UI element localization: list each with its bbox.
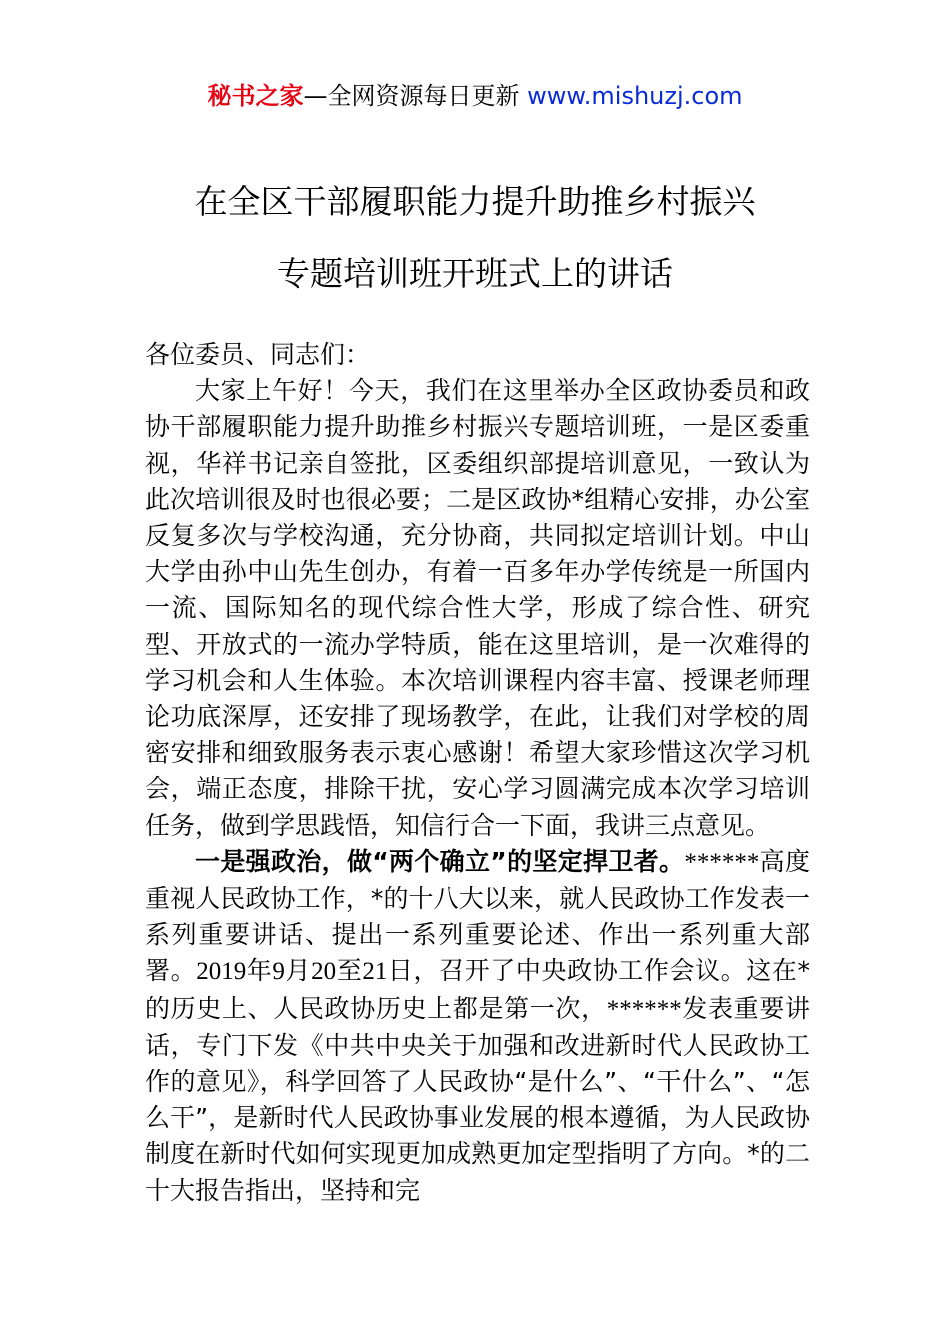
day-unit: 日: [387, 956, 414, 986]
section-1-text: 高度重视人民政协工作，*的十八大以来，就人民政协工作发表一系列重要讲话、提出一系列重要论述、作出一系列重大部署。: [145, 846, 810, 986]
meeting-year: 2019: [196, 958, 247, 986]
document-title-line-1: 在全区干部履职能力提升助推乡村振兴: [194, 182, 756, 221]
date-range-word: 至: [336, 956, 363, 986]
document-body: [145, 337, 810, 1209]
meeting-month: 9: [272, 958, 285, 986]
site-url-link[interactable]: www.mishuzj.com: [527, 82, 743, 110]
year-unit: 年: [246, 956, 273, 986]
meeting-day-end: 21: [362, 958, 388, 986]
redacted-stars-2: ******: [606, 995, 682, 1023]
section-1-heading: 一是强政治，做“两个确立”的坚定捍卫者。: [195, 846, 685, 876]
brand-name: 秘书之家: [207, 82, 304, 110]
redacted-stars: ******: [684, 848, 760, 876]
section-1-text-2: ，召开了中央政协工作会议。这在*的历史上、人民政协历史上都是第一次，: [145, 956, 810, 1023]
header-tagline: —全网资源每日更新: [303, 82, 520, 110]
document-title-line-2: 专题培训班开班式上的讲话: [277, 254, 673, 293]
paragraph-opening: 大家上午好！今天，我们在这里举办全区政协委员和政协干部履职能力提升助推乡村振兴专题培训班，一是区委重视，华祥书记亲自签批，区委组织部提培训意见，一致认为此次培训很及时也很必要；二是区政协*组精心安排，办公室反复多次与学校沟通，充分协商，共同拟定培训计划。中山大学由孙中山先生创办，有着一百多年办学传统是一所国内一流、国际知名的现代综合性大学，形成了综合性、研究型、开放式的一流办学特质，能在这里培训，是一次难得的学习机会和人生体验。本次培训课程内容丰富、授课老师理论功底深厚，还安排了现场教学，在此，让我们对学校的周密安排和细致服务表示衷心感谢！希望大家珍惜这次学习机会，端正态度，排除干扰，安心学习圆满完成本次学习培训任务，做到学思践悟，知信行合一下面，我讲三点意见。: [145, 376, 810, 840]
meeting-day-start: 20: [311, 958, 337, 986]
greeting: 各位委员、同志们：: [145, 340, 371, 369]
section-1-text-3: 发表重要讲话，专门下发《中共中央关于加强和改进新时代人民政协工作的意见》，科学回答了人民政协“是什么”、“干什么”、“怎么干”，是新时代人民政协事业发展的根本遵循，为人民政协制度在新时代如何实现更加成熟更加定型指明了方向。*的二十大报告指出，坚持和完: [145, 993, 810, 1205]
site-header: [0, 80, 950, 112]
paragraph-section-1: [145, 844, 810, 1209]
month-unit: 月: [284, 956, 312, 986]
